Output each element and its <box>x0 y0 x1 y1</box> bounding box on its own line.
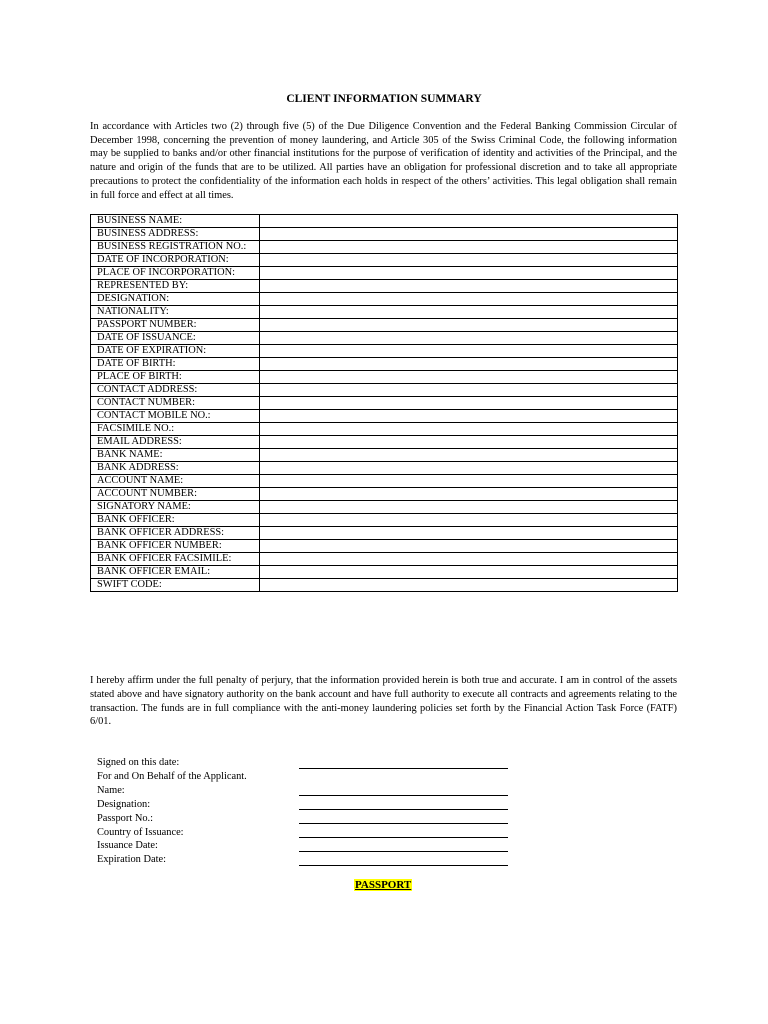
issuance-date-line[interactable] <box>299 851 508 852</box>
table-row <box>91 241 678 254</box>
affirmation-paragraph: I hereby affirm under the full penalty of perjury, that the information provided herein is both true and accurate. I am in control of the assets stated above and have signatory authority on the bank account and have full authority to execute all contracts and agreements relating to the transaction. The funds are in full compliance with the anti-money laundering policies set forth by the Financial Action Task Force (FATF) 6/01. <box>90 675 677 728</box>
field-value[interactable] <box>260 410 678 423</box>
table-row <box>91 540 678 553</box>
field-value[interactable] <box>260 293 678 306</box>
field-value[interactable] <box>260 319 678 332</box>
field-label: SIGNATORY NAME: <box>91 501 260 514</box>
field-label: DATE OF EXPIRATION: <box>91 345 260 358</box>
table-row <box>91 332 678 345</box>
table-row <box>91 215 678 228</box>
field-value[interactable] <box>260 514 678 527</box>
field-value[interactable] <box>260 462 678 475</box>
table-row <box>91 462 678 475</box>
field-label: PASSPORT NUMBER: <box>91 319 260 332</box>
field-label: BUSINESS REGISTRATION NO.: <box>91 241 260 254</box>
table-row <box>91 345 678 358</box>
field-value[interactable] <box>260 501 678 514</box>
signature-block <box>97 756 247 867</box>
field-label: ACCOUNT NUMBER: <box>91 488 260 501</box>
signature-label: Expiration Date: <box>97 854 166 866</box>
field-label: DESIGNATION: <box>91 293 260 306</box>
field-value[interactable] <box>260 488 678 501</box>
name-line[interactable] <box>299 795 508 796</box>
field-value[interactable] <box>260 553 678 566</box>
field-label: DATE OF ISSUANCE: <box>91 332 260 345</box>
field-label: ACCOUNT NAME: <box>91 475 260 488</box>
table-row <box>91 579 678 592</box>
field-value[interactable] <box>260 475 678 488</box>
field-label: CONTACT NUMBER: <box>91 397 260 410</box>
field-label: NATIONALITY: <box>91 306 260 319</box>
table-row <box>91 384 678 397</box>
table-row <box>91 254 678 267</box>
field-value[interactable] <box>260 215 678 228</box>
table-row <box>91 423 678 436</box>
field-value[interactable] <box>260 267 678 280</box>
field-label: FACSIMILE NO.: <box>91 423 260 436</box>
table-row <box>91 449 678 462</box>
field-label: BUSINESS NAME: <box>91 215 260 228</box>
field-label: BANK OFFICER: <box>91 514 260 527</box>
field-label: BANK ADDRESS: <box>91 462 260 475</box>
field-value[interactable] <box>260 241 678 254</box>
signature-label: Passport No.: <box>97 812 153 824</box>
field-label: SWIFT CODE: <box>91 579 260 592</box>
field-label: BANK OFFICER NUMBER: <box>91 540 260 553</box>
field-value[interactable] <box>260 358 678 371</box>
field-value[interactable] <box>260 306 678 319</box>
field-value[interactable] <box>260 566 678 579</box>
signature-label: For and On Behalf of the Applicant. <box>97 770 247 782</box>
table-row <box>91 566 678 579</box>
table-row <box>91 475 678 488</box>
field-label: EMAIL ADDRESS: <box>91 436 260 449</box>
client-info-table <box>90 214 678 592</box>
signature-label: Issuance Date: <box>97 840 158 852</box>
country-of-issuance-line[interactable] <box>299 837 508 838</box>
field-value[interactable] <box>260 436 678 449</box>
field-value[interactable] <box>260 384 678 397</box>
table-row <box>91 397 678 410</box>
table-row <box>91 267 678 280</box>
designation-line[interactable] <box>299 809 508 810</box>
field-label: BANK NAME: <box>91 449 260 462</box>
table-row <box>91 293 678 306</box>
field-value[interactable] <box>260 280 678 293</box>
field-label: PLACE OF BIRTH: <box>91 371 260 384</box>
field-label: BANK OFFICER ADDRESS: <box>91 527 260 540</box>
table-row <box>91 553 678 566</box>
field-label: CONTACT MOBILE NO.: <box>91 410 260 423</box>
signature-label: Designation: <box>97 798 151 810</box>
expiration-date-line[interactable] <box>299 865 508 866</box>
field-label: REPRESENTED BY: <box>91 280 260 293</box>
field-value[interactable] <box>260 449 678 462</box>
signature-label: Country of Issuance: <box>97 826 184 838</box>
field-label: PLACE OF INCORPORATION: <box>91 267 260 280</box>
table-row <box>91 514 678 527</box>
field-label: BUSINESS ADDRESS: <box>91 228 260 241</box>
table-row <box>91 436 678 449</box>
field-label: DATE OF INCORPORATION: <box>91 254 260 267</box>
table-row <box>91 228 678 241</box>
signature-label: Signed on this date: <box>97 757 180 768</box>
field-label: BANK OFFICER EMAIL: <box>91 566 260 579</box>
passport-label: PASSPORT <box>355 879 412 891</box>
table-row <box>91 358 678 371</box>
field-label: DATE OF BIRTH: <box>91 358 260 371</box>
table-row <box>91 280 678 293</box>
signature-label: Name: <box>97 784 125 796</box>
table-row <box>91 371 678 384</box>
table-row <box>91 488 678 501</box>
field-value[interactable] <box>260 579 678 592</box>
field-value[interactable] <box>260 397 678 410</box>
field-value[interactable] <box>260 228 678 241</box>
field-label: BANK OFFICER FACSIMILE: <box>91 553 260 566</box>
intro-paragraph: In accordance with Articles two (2) through five (5) of the Due Diligence Convention and the Federal Banking Commission Circular of December 1998, concerning the prevention of money laundering, and Article 305 of the Swiss Criminal Code, the following information may be supplied to banks and/or other financial institutions for the purpose of verification of identity and activities of the Principal, and the nature and origin of the funds that are to be utilized. All parties have an obligation for professional discretion and to take all appropriate precautions to protect the confidentiality of the information each holds in respect of the others’ activities. This legal obligation shall remain in full force and effect at all times. <box>90 121 677 201</box>
field-value[interactable] <box>260 254 678 267</box>
field-value[interactable] <box>260 371 678 384</box>
table-row <box>91 319 678 332</box>
table-row <box>91 306 678 319</box>
field-value[interactable] <box>260 540 678 553</box>
field-value[interactable] <box>260 423 678 436</box>
field-value[interactable] <box>260 527 678 540</box>
table-row <box>91 410 678 423</box>
passport-no-line[interactable] <box>299 823 508 824</box>
field-label: CONTACT ADDRESS: <box>91 384 260 397</box>
page-title: CLIENT INFORMATION SUMMARY <box>286 93 482 105</box>
table-row <box>91 527 678 540</box>
field-value[interactable] <box>260 332 678 345</box>
table-row <box>91 501 678 514</box>
signed-date-line[interactable] <box>299 768 508 769</box>
field-value[interactable] <box>260 345 678 358</box>
